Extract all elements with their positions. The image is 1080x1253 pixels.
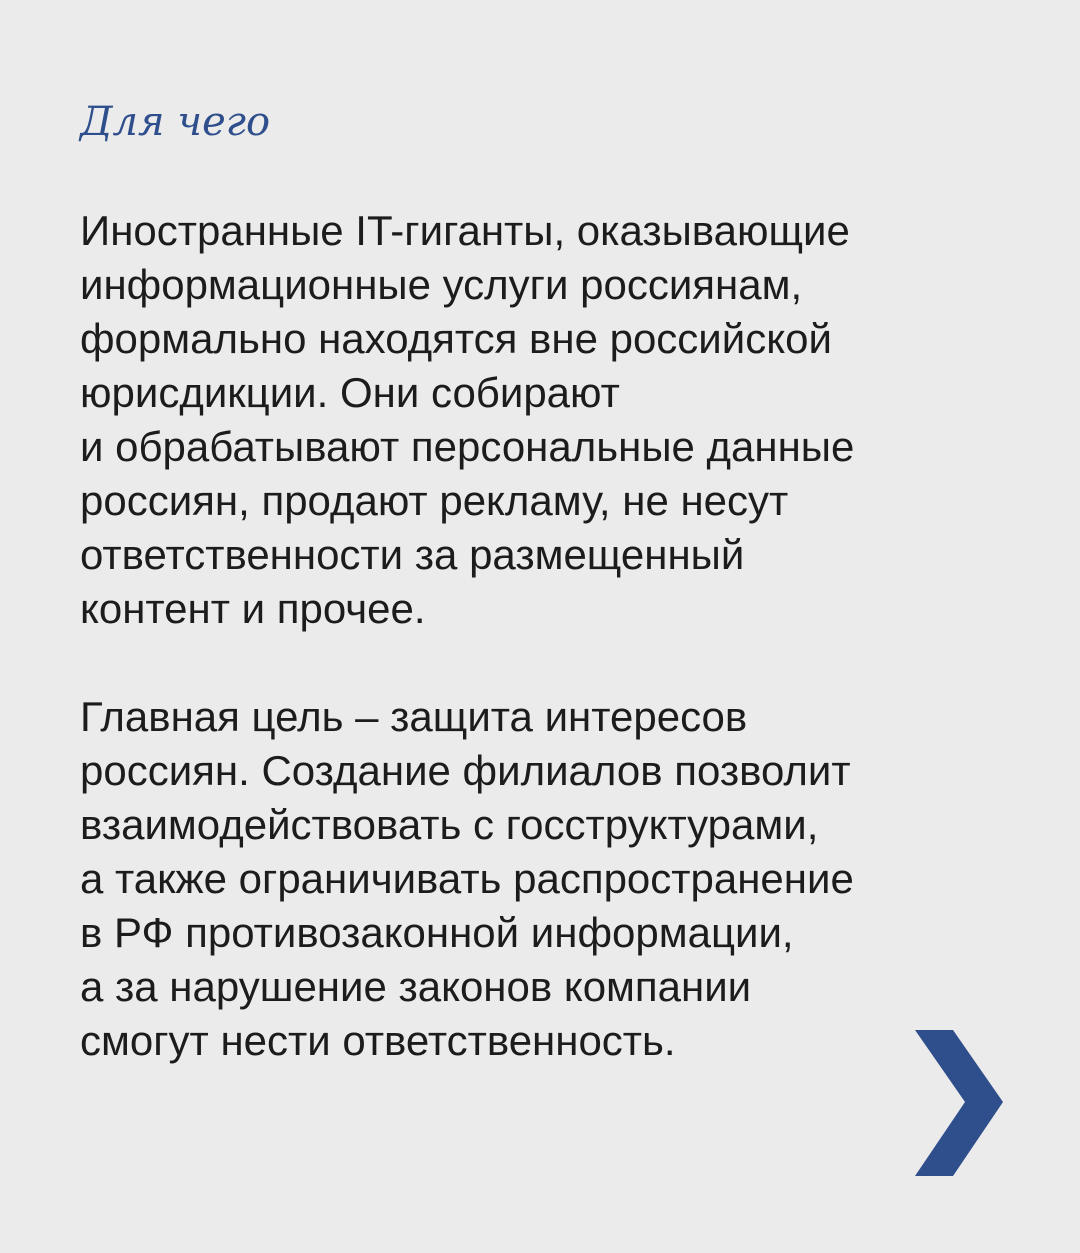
- paragraph-line: формально находятся вне российской: [80, 315, 832, 362]
- paragraph-line: смогут нести ответственность.: [80, 1017, 676, 1064]
- paragraph-line: и обрабатывают персональные данные: [80, 423, 855, 470]
- chevron-right-icon: [915, 1030, 1005, 1180]
- paragraph-line: информационные услуги россиянам,: [80, 261, 803, 308]
- paragraph-line: а за нарушение законов компании: [80, 963, 752, 1010]
- paragraph-line: россиян, продают рекламу, не несут: [80, 477, 789, 524]
- paragraph-line: а также ограничивать распространение: [80, 855, 854, 902]
- next-slide-button[interactable]: [915, 1030, 1005, 1180]
- paragraph-line: Главная цель – защита интересов: [80, 693, 748, 740]
- paragraph-line: россиян. Создание филиалов позволит: [80, 747, 851, 794]
- paragraph-main-goal: [80, 690, 980, 1068]
- paragraph-line: в РФ противозаконной информации,: [80, 909, 794, 956]
- paragraph-line: контент и прочее.: [80, 585, 426, 632]
- paragraph-line: Иностранные IT-гиганты, оказывающие: [80, 207, 850, 254]
- paragraph-line: юрисдикции. Они собирают: [80, 369, 620, 416]
- section-heading: Для чего: [80, 99, 271, 145]
- paragraph-foreign-it-giants: [80, 204, 980, 636]
- paragraph-line: ответственности за размещенный: [80, 531, 745, 578]
- paragraph-line: взаимодействовать с госструктурами,: [80, 801, 819, 848]
